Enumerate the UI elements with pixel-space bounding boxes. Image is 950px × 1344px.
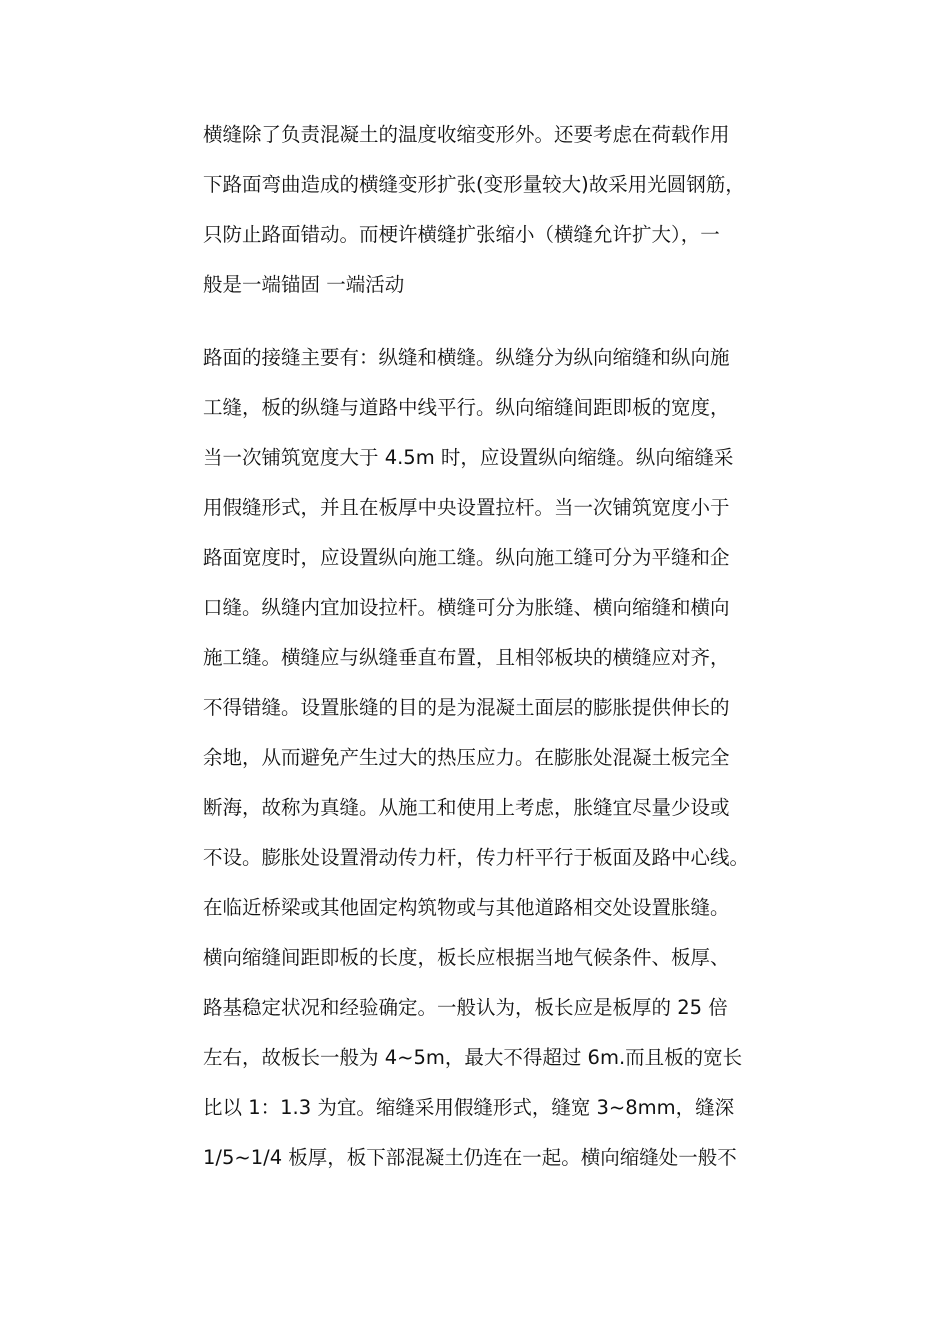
text-line: 断海，故称为真缝。从施工和使用上考虑，胀缝宜尽量少设或 — [203, 796, 730, 819]
text-line: 余地，从而避免产生过大的热压应力。在膨胀处混凝土板完全 — [203, 746, 730, 769]
text-line: 路面宽度时，应设置纵向施工缝。纵向施工缝可分为平缝和企 — [203, 546, 730, 569]
text-line: 不设。膨胀处设置滑动传力杆，传力杆平行于板面及路中心线。 — [203, 846, 750, 869]
text-line: 般是一端锚固 一端活动 — [203, 273, 405, 296]
text-line: 1/5~1/4 板厚，板下部混凝土仍连在一起。横向缩缝处一般不 — [203, 1146, 737, 1169]
text-line: 口缝。纵缝内宜加设拉杆。横缝可分为胀缝、横向缩缝和横向 — [203, 596, 730, 619]
paragraph-2 — [203, 333, 813, 1183]
text-line: 用假缝形式，并且在板厚中央设置拉杆。当一次铺筑宽度小于 — [203, 496, 730, 519]
text-line: 不得错缝。设置胀缝的目的是为混凝土面层的膨胀提供伸长的 — [203, 696, 730, 719]
text-line: 当一次铺筑宽度大于 4.5m 时，应设置纵向缩缝。纵向缩缝采 — [203, 446, 734, 469]
text-line: 施工缝。横缝应与纵缝垂直布置，且相邻板块的横缝应对齐， — [203, 646, 730, 669]
text-line: 工缝，板的纵缝与道路中线平行。纵向缩缝间距即板的宽度， — [203, 396, 730, 419]
text-line: 在临近桥梁或其他固定构筑物或与其他道路相交处设置胀缝。 — [203, 896, 730, 919]
text-line: 路基稳定状况和经验确定。一般认为，板长应是板厚的 25 倍 — [203, 996, 728, 1019]
text-line: 比以 1：1.3 为宜。缩缝采用假缝形式，缝宽 3~8mm，缝深 — [203, 1096, 735, 1119]
text-line: 路面的接缝主要有：纵缝和横缝。纵缝分为纵向缩缝和纵向施 — [203, 346, 730, 369]
text-line: 下路面弯曲造成的横缝变形扩张(变形量较大)故采用光圆钢筋， — [203, 173, 745, 196]
text-line: 横向缩缝间距即板的长度，板长应根据当地气候条件、板厚、 — [203, 946, 730, 969]
paragraph-1 — [203, 110, 813, 310]
text-line: 左右，故板长一般为 4~5m，最大不得超过 6m.而且板的宽长 — [203, 1046, 743, 1069]
text-line: 横缝除了负责混凝土的温度收缩变形外。还要考虑在荷载作用 — [203, 123, 730, 146]
text-line: 只防止路面错动。而梗许横缝扩张缩小（横缝允许扩大），一 — [203, 223, 720, 246]
